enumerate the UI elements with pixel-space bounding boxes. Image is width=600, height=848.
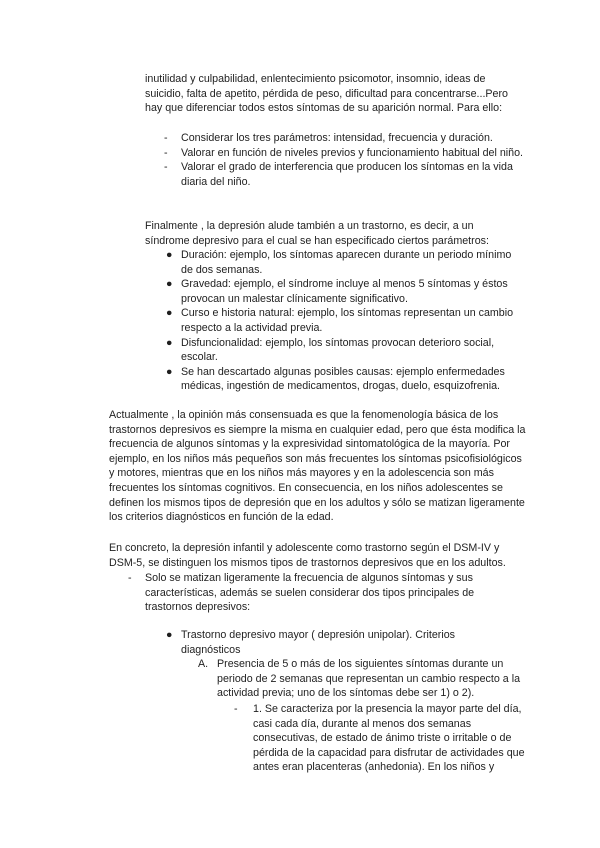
dash-list-item [164, 160, 526, 189]
dash-list-item [234, 702, 531, 775]
finalmente-paragraph: Finalmente , la depresión alude también a un trastorno, es decir, a un síndrome depresivo para el cual se han especificado ciertos parámetros: [145, 220, 489, 247]
bullet-marker: ● [166, 278, 173, 291]
dash-marker: - [164, 132, 168, 144]
dash-item-text: 1. Se caracteriza por la presencia la mayor parte del día, casi cada día, durante al menos dos semanas consecutivas, de estado de ánimo triste o irritable o de pérdida de la capacidad para disfrutar de actividades que antes eran placenteras (anhedonia). En los niños y [253, 703, 525, 774]
criterion-text: Presencia de 5 o más de los siguientes síntomas durante un periodo de 2 semanas que representan un cambio respecto a la actividad previa; uno de los síntomas debe ser 1) o 2). [217, 658, 521, 700]
bullet-item-text: Gravedad: ejemplo, el síndrome incluye al menos 5 síntomas y éstos provocan un malestar clínicamente significativo. [181, 278, 508, 305]
dash-list-item [128, 571, 510, 615]
dash-marker: - [128, 572, 132, 584]
bullet-list-item [166, 277, 526, 306]
bullet-list-item [166, 248, 526, 277]
concreto-paragraph: En concreto, la depresión infantil y adolescente como trastorno según el DSM-IV y DSM-5, se distinguen los mismos tipos de trastornos depresivos que en los adultos. [109, 542, 506, 569]
dash-marker: - [164, 161, 168, 174]
bullet-marker: ● [166, 629, 173, 641]
bullet-marker: ● [166, 249, 173, 261]
section-heading: Trastorno depresivo mayor ( depresión unipolar). Criterios diagnósticos [181, 629, 456, 656]
bullet-list-item [166, 336, 526, 365]
bullet-marker: ● [166, 365, 173, 378]
dash-item-text: Valorar el grado de interferencia que producen los síntomas en la vida diaria del niño. [181, 161, 513, 188]
bullet-marker: ● [166, 336, 173, 349]
criteria-sub-list [234, 702, 531, 775]
criteria-list [198, 657, 527, 701]
bullet-marker: ● [166, 307, 173, 320]
dash-item-text: Solo se matizan ligeramente la frecuencia de algunos síntomas y sus características, además se suelen considerar dos tipos principales de trastornos depresivos: [145, 572, 475, 614]
bullet-item-text: Se han descartado algunas posibles causas: ejemplo enfermedades médicas, ingestión de medicamentos, drogas, duelo, esquizofrenia. [181, 365, 505, 393]
mayor-bullet-list [166, 628, 511, 657]
dash-list-item [164, 131, 526, 146]
bullet-item-text: Curso e historia natural: ejemplo, los síntomas representan un cambio respecto a la actividad previa. [181, 307, 514, 334]
parameters-bullet-list [166, 248, 526, 394]
concreto-dash-list [128, 571, 510, 615]
dash-marker: - [234, 703, 238, 715]
bullet-item-text: Disfuncionalidad: ejemplo, los síntomas provocan deterioro social, escolar. [181, 336, 495, 364]
criterion-a [198, 657, 527, 701]
bullet-list-item [166, 306, 526, 335]
bullet-list-item [166, 628, 511, 657]
dash-item-text: Valorar en función de niveles previos y funcionamiento habitual del niño. [181, 146, 524, 159]
bullet-list-item [166, 365, 526, 394]
bullet-item-text: Duración: ejemplo, los síntomas aparecen durante un periodo mínimo de dos semanas. [181, 249, 512, 276]
dash-marker: - [164, 146, 168, 159]
actualmente-paragraph: Actualmente , la opinión más consensuada es que la fenomenología básica de los trastornos depresivos es siempre la misma en cualquier edad, pero que ésta modifica la frecuencia de algunos síntomas y la expresividad sintomatológica de la mayoría. Por ejemplo, en los niños más pequeños son más frecuentes los síntomas psicofisiológicos y motores, mientras que en los niños más mayores y en la adolescencia son más frecuentes los síntomas cognitivos. En consecuencia, en los niños adolescentes se definen los mismos tipos de depresión que en los adultos y sólo se matizan ligeramente los criterios diagnósticos en función de la edad. [109, 409, 526, 524]
intro-dash-list [164, 131, 526, 189]
criterion-label: A. [198, 658, 209, 670]
dash-list-item [164, 146, 526, 161]
intro-paragraph: inutilidad y culpabilidad, enlentecimiento psicomotor, insomnio, ideas de suicidio, falta de apetito, pérdida de peso, dificultad para concentrarse...Pero hay que diferenciar todos estos síntomas de su aparición normal. Para ello: [145, 73, 509, 115]
dash-item-text: Considerar los tres parámetros: intensidad, frecuencia y duración. [181, 132, 493, 144]
